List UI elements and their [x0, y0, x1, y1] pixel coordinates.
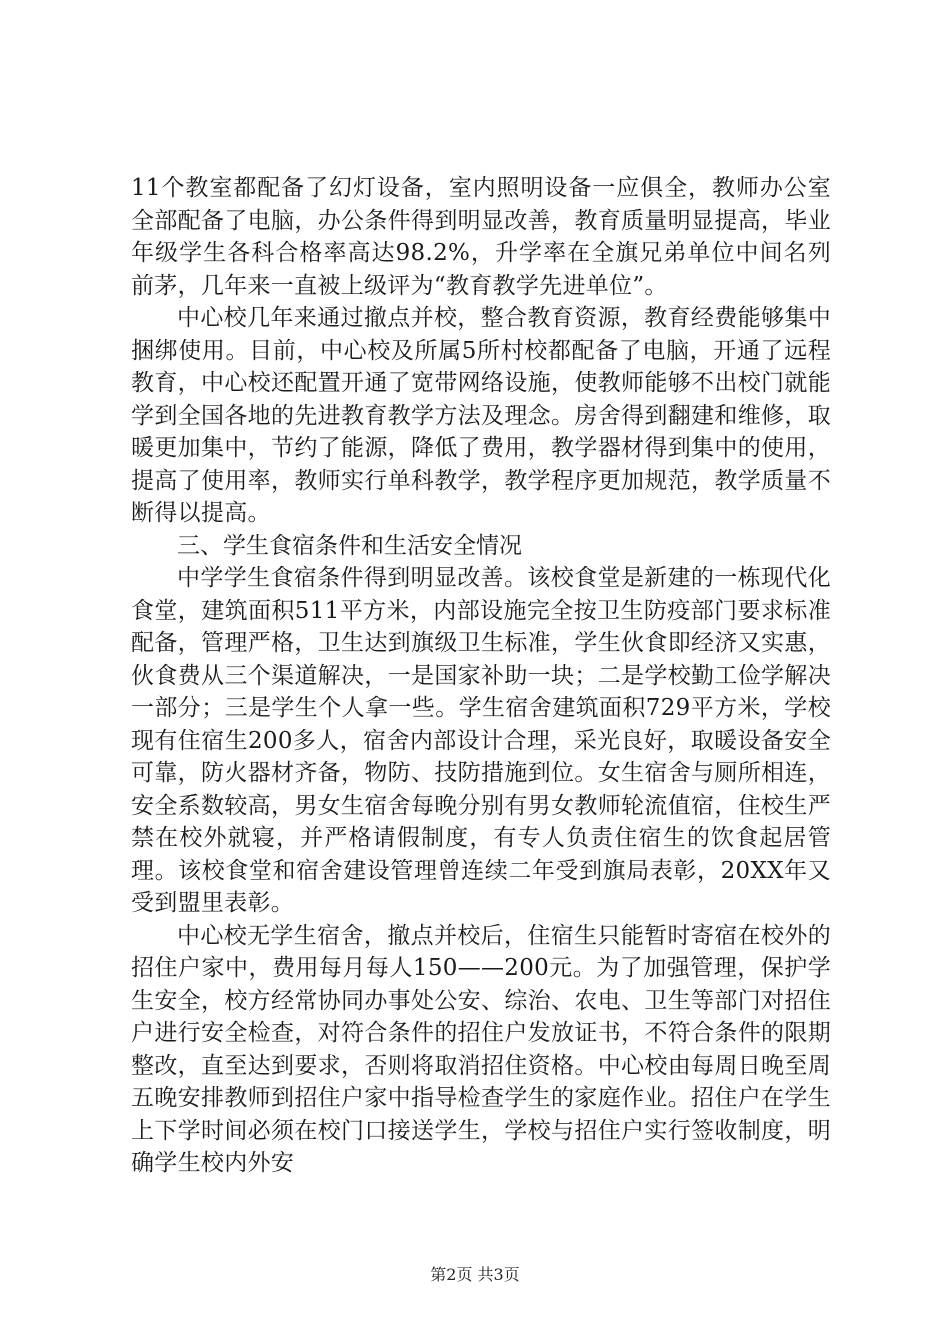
paragraph-continuation: 11个教室都配备了幻灯设备，室内照明设备一应俱全，教师办公室全部配备了电脑，办公条件得到明显改善，教育质量明显提高，毕业年级学生各科合格率高达98.2%，升学率在全旗兄弟单位中间名列前茅，几年来一直被上级评为“教育教学先进单位”。: [131, 175, 831, 299]
section-heading-accommodation: 三、学生食宿条件和生活安全情况: [177, 532, 522, 559]
paragraph-central-school-boarding: 中心校无学生宿舍，撤点并校后，住宿生只能暂时寄宿在校外的招住户家中，费用每月每人150——200元。为了加强管理，保护学生安全，校方经常协同办事处公安、综治、农电、卫生等部门对招住户进行安全检查，对符合条件的招住户发放证书，不符合条件的限期整改，直至达到要求，否则将取消招住资格。中心校由每周日晚至周五晚安排教师到招住户家中指导检查学生的家庭作业。招住户在学生上下学时间必须在校门口接送学生，学校与招住户实行签收制度，明确学生校内外安: [131, 922, 831, 1176]
page-number-footer: 第2页 共3页: [430, 1265, 520, 1284]
document-body: [131, 172, 831, 1180]
paragraph-middle-school-canteen-dorm: 中学学生食宿条件得到明显改善。该校食堂是新建的一栋现代化食堂，建筑面积511平方米，内部设施完全按卫生防疫部门要求标准配备，管理严格，卫生达到旗级卫生标准，学生伙食即经济又实惠，伙食费从三个渠道解决，一是国家补助一块；二是学校勤工俭学解决一部分；三是学生个人拿一些。学生宿舍建筑面积729平方米，学校现有住宿生200多人，宿舍内部设计合理，采光良好，取暖设备安全可靠，防火器材齐备，物防、技防措施到位。女生宿舍与厕所相连，安全系数较高，男女生宿舍每晚分别有男女教师轮流值宿，住校生严禁在校外就寝，并严格请假制度，有专人负责住宿生的饮食起居管理。该校食堂和宿舍建设管理曾连续二年受到旗局表彰，20XX年又受到盟里表彰。: [131, 565, 831, 916]
paragraph-central-school-resources: 中心校几年来通过撤点并校，整合教育资源，教育经费能够集中捆绑使用。目前，中心校及所属5所村校都配备了电脑，开通了远程教育，中心校还配置开通了宽带网络设施，使教师能够不出校门就能学到全国各地的先进教育教学方法及理念。房舍得到翻建和维修，取暖更加集中，节约了能源，降低了费用，教学器材得到集中的使用，提高了使用率，教师实行单科教学，教学程序更加规范，教学质量不断得以提高。: [131, 305, 831, 526]
